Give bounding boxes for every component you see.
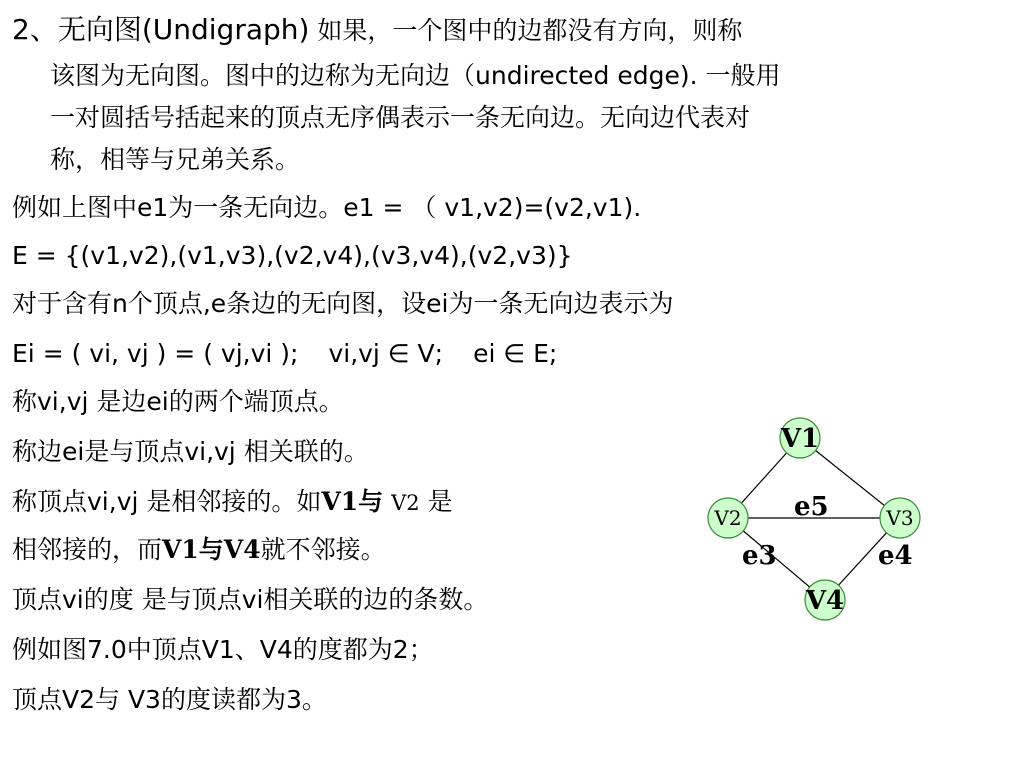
intro-line-2 [50, 60, 781, 91]
endpoints-line: 称vi,vj 是边ei的两个端顶点。 [12, 387, 344, 416]
section-number: 2、 [12, 13, 58, 46]
nonadjacent-text: 相邻接的，而 [12, 535, 163, 564]
edge-label-e3: e3 [742, 541, 777, 571]
node-label-v2: V2 [714, 506, 742, 530]
adjacent-line [12, 486, 453, 519]
nonadjacent-pair: V1与V4 [162, 535, 261, 564]
ei-definition-line [12, 338, 557, 369]
node-label-v4: V4 [805, 586, 845, 617]
intro-line-1 [12, 14, 742, 46]
node-label-v3: V3 [886, 506, 914, 530]
edge-set-line: E = {(v1,v2),(v1,v3),(v2,v4),(v3,v4),(v2,v3)} [12, 241, 573, 270]
nonadjacent-line [12, 534, 386, 565]
section-title-zh: 无向图 [57, 13, 142, 46]
node-label-v1: V1 [780, 424, 820, 455]
intro-text-2a: 该图为无向图。图中的边称为无向边（ [50, 61, 476, 90]
ei-formula: Ei = ( vi, vj ) = ( vj,vi ); [12, 339, 299, 368]
adjacent-tail: 是 [419, 487, 453, 516]
example-line: 例如上图中e1为一条无向边。e1 = （ v1,v2)=(v2,v1). [12, 193, 642, 222]
intro-line-4: 称，相等与兄弟关系。 [50, 145, 301, 174]
edge-label-e5: e5 [794, 492, 829, 522]
section-title-en: (Undigraph) [141, 13, 310, 46]
intro-text-2c: 一般用 [705, 61, 781, 90]
general-line: 对于含有n个顶点,e条边的无向图，设ei为一条无向边表示为 [12, 289, 674, 318]
degree-definition-line: 顶点vi的度 是与顶点vi相关联的边的条数。 [12, 585, 489, 614]
ei-membership-e: ei ∈ E; [473, 339, 558, 368]
edge-label-e4: e4 [878, 541, 913, 571]
degree-example-line-2: 顶点V2与 V3的度读都为3。 [12, 685, 327, 714]
degree-example-line-1: 例如图7.0中顶点V1、V4的度都为2； [12, 635, 434, 664]
intro-text-1: 如果，一个图中的边都没有方向，则称 [317, 16, 743, 45]
intro-text-2b: undirected edge). [475, 61, 706, 90]
adjacent-v1: V1与 [321, 487, 384, 516]
undirected-graph-diagram [680, 410, 940, 640]
adjacent-v2: V2 [391, 491, 420, 515]
intro-line-3: 一对圆括号括起来的顶点无序偶表示一条无向边。无向边代表对 [50, 103, 751, 132]
incident-line: 称边ei是与顶点vi,vj 相关联的。 [12, 437, 369, 466]
ei-membership-v: vi,vj ∈ V; [328, 339, 444, 368]
adjacent-text: 称顶点vi,vj 是相邻接的。如 [12, 487, 322, 516]
nonadjacent-tail: 就不邻接。 [260, 535, 386, 564]
